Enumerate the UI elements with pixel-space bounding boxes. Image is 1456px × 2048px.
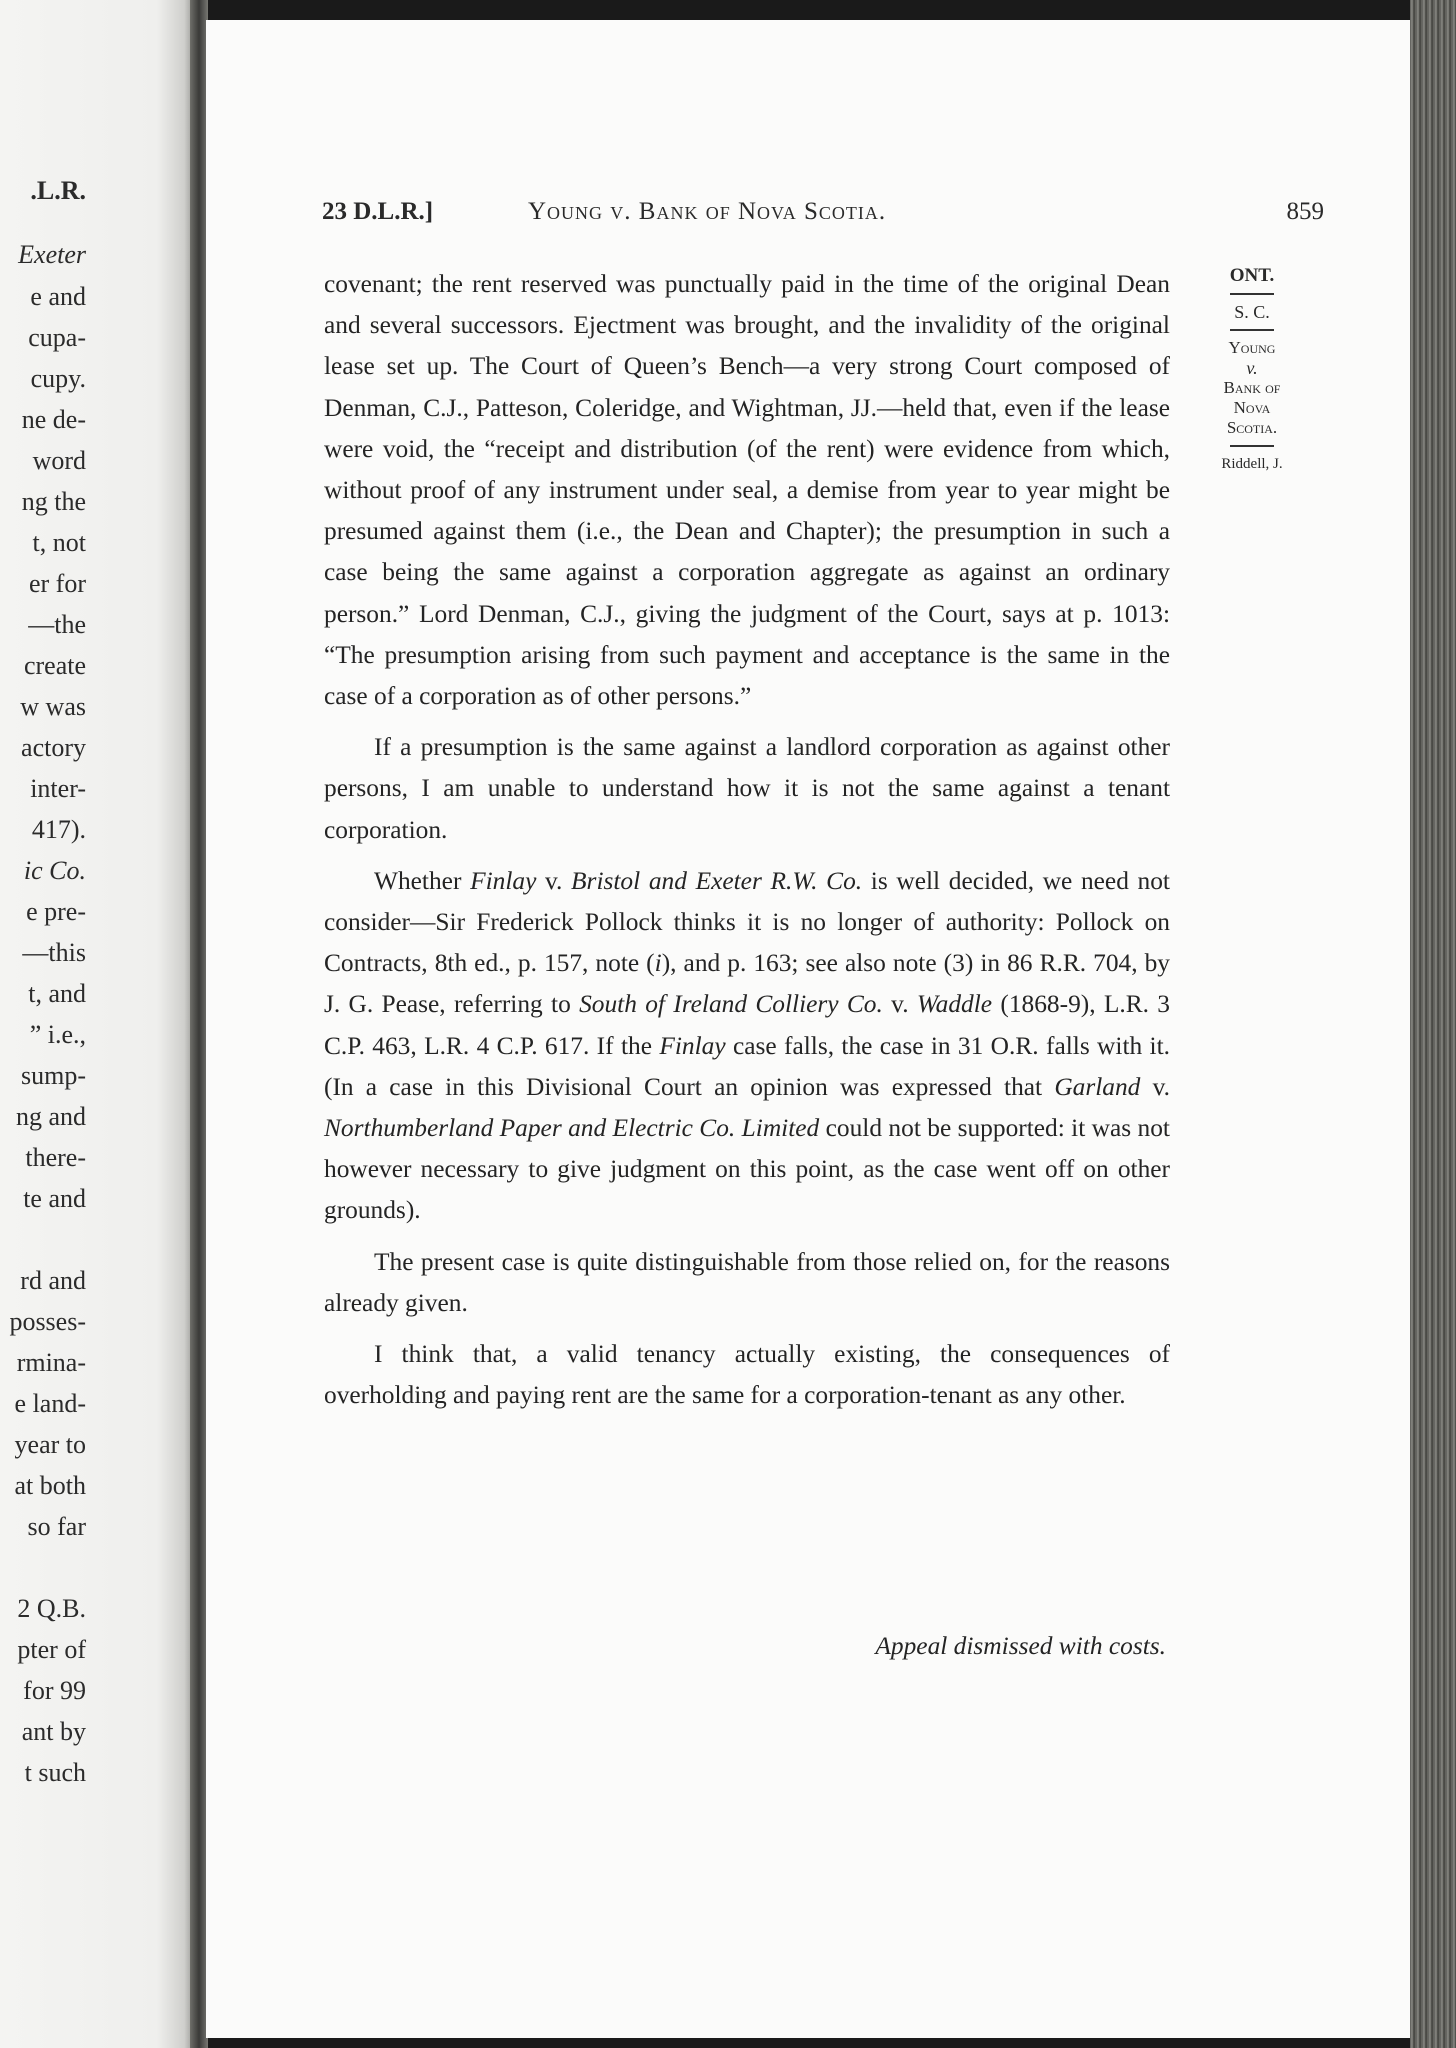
margin-case-line: Scotia.	[1226, 418, 1278, 437]
margin-case-line: v.	[1246, 358, 1258, 378]
left-page-line: t, not	[32, 528, 86, 557]
margin-rule	[1230, 293, 1274, 295]
left-page-line: ” i.e.,	[29, 1020, 86, 1049]
paragraph: The present case is quite distinguishable from those relied on, for the reasons already given.	[324, 1247, 1170, 1317]
left-page-line: so far	[27, 1512, 86, 1541]
margin-court: S. C.	[1234, 302, 1270, 322]
case-name: South of Ireland Colliery Co.	[579, 990, 883, 1019]
left-page-fragment	[0, 0, 196, 2048]
margin-judge: Riddell, J.	[1221, 456, 1283, 472]
margin-rule	[1230, 445, 1274, 447]
left-page-line: er for	[28, 569, 86, 598]
margin-province: ONT.	[1229, 265, 1275, 286]
page-number: 859	[1286, 198, 1324, 225]
left-page-line: Exeter	[18, 240, 86, 269]
left-page-line: there-	[25, 1143, 86, 1172]
left-page-line: for 99	[23, 1676, 86, 1705]
left-page-line: t, and	[28, 979, 86, 1008]
left-page-line: w was	[20, 692, 86, 721]
margin-note	[1186, 262, 1318, 478]
left-page-line: rd and	[20, 1266, 86, 1295]
left-page-line: year to	[14, 1430, 86, 1459]
left-page-line: e pre-	[26, 897, 86, 926]
left-page-line: .L.R.	[30, 176, 86, 205]
left-page-line: e and	[30, 282, 86, 311]
left-page-line: pter of	[17, 1635, 86, 1664]
left-page-line: actory	[21, 733, 86, 762]
running-head	[322, 198, 1324, 234]
left-page-line: at both	[14, 1471, 86, 1500]
right-page	[206, 20, 1414, 2038]
left-page-line: ng the	[21, 487, 86, 516]
disposition: Appeal dismissed with costs.	[875, 1632, 1166, 1660]
case-name: Finlay	[659, 1031, 726, 1060]
left-page-line: rmina-	[16, 1348, 86, 1377]
paragraph-citations: Whether Finlay v. Bristol and Exeter R.W. Co. is well decided, we need not consider—Sir Frederick Pollock thinks it is no longer of authority: Pollock on Contracts, 8th ed., p. 157, note (i), and p. 163; see also note (3) in 86 R.R. 704, by J. G. Pease, referring to South of Ireland Colliery Co. v. Waddle (1868-9), L.R. 3 C.P. 463, L.R. 4 C.P. 617. If the Finlay case falls, the case in 31 O.R. falls with it. (In a case in this Divisional Court an opinion was expressed that Garland v. Northumberland Paper and Electric Co. Limited could not be supported: it was not however necessary to give judgment on this point, as the case went off on other grounds).	[324, 866, 1171, 1225]
case-name: Bristol and Exeter R.W. Co.	[571, 866, 863, 895]
left-page-line: t such	[24, 1758, 86, 1787]
left-page-line: word	[32, 446, 86, 475]
left-page-line: e land-	[14, 1389, 86, 1418]
margin-case-line: Bank of	[1223, 378, 1281, 397]
margin-case-line: Nova	[1233, 398, 1271, 417]
left-page-line: —this	[22, 938, 86, 967]
left-page-line: posses-	[9, 1307, 86, 1336]
judgment-body	[324, 264, 1170, 1416]
case-name: Northumberland Paper and Electric Co. Limited	[324, 1114, 820, 1143]
case-name: Garland	[1054, 1072, 1141, 1101]
left-page-line: te and	[23, 1184, 86, 1213]
paragraph: I think that, a valid tenancy actually existing, the consequences of overholding and paying rent are the same for a corporation-tenant as any other.	[324, 1340, 1170, 1410]
left-page-line: inter-	[30, 774, 86, 803]
margin-rule	[1230, 329, 1274, 331]
page-stack-edge	[1410, 0, 1456, 2048]
left-page-line: ng and	[15, 1102, 86, 1131]
left-page-line: ant by	[21, 1717, 86, 1746]
left-page-line: sump-	[21, 1061, 86, 1090]
paragraph-continued: covenant; the rent reserved was punctually paid in the time of the original Dean and several successors. Ejectment was brought, and the invalidity of the original lease set up. The Court of Queen’s Bench—a very strong Court composed of Denman, C.J., Patteson, Coleridge, and Wightman, JJ.—held that, even if the lease were void, the “receipt and distribution (of the rent) were evidence from which, without proof of any instrument under seal, a demise from year to year might be presumed against them (i.e., the Dean and Chapter); the presumption in such a case being the same against a corporation aggregate as against an ordinary person.” Lord Denman, C.J., giving the judgment of the Court, says at p. 1013: “The presumption arising from such payment and acceptance is the same in the case of a corporation as of other persons.”	[324, 270, 1170, 711]
case-name: Finlay	[470, 866, 537, 895]
left-page-line: —the	[28, 610, 86, 639]
volume-reference: 23 D.L.R.]	[322, 198, 434, 225]
case-title: Young v. Bank of Nova Scotia.	[528, 198, 887, 225]
left-page-line: ne de-	[21, 405, 86, 434]
left-page-line: cupa-	[28, 323, 86, 352]
left-page-line: cupy.	[30, 364, 86, 393]
left-page-line: ic Co.	[23, 856, 86, 885]
left-page-line: create	[23, 651, 86, 680]
paragraph: If a presumption is the same against a landlord corporation as against other persons, I am unable to understand how it is not the same against a tenant corporation.	[324, 733, 1170, 844]
case-name: Waddle	[916, 990, 993, 1019]
margin-case-line: Young	[1228, 338, 1276, 357]
left-page-line: 417).	[31, 815, 86, 844]
left-page-line: 2 Q.B.	[17, 1594, 86, 1623]
